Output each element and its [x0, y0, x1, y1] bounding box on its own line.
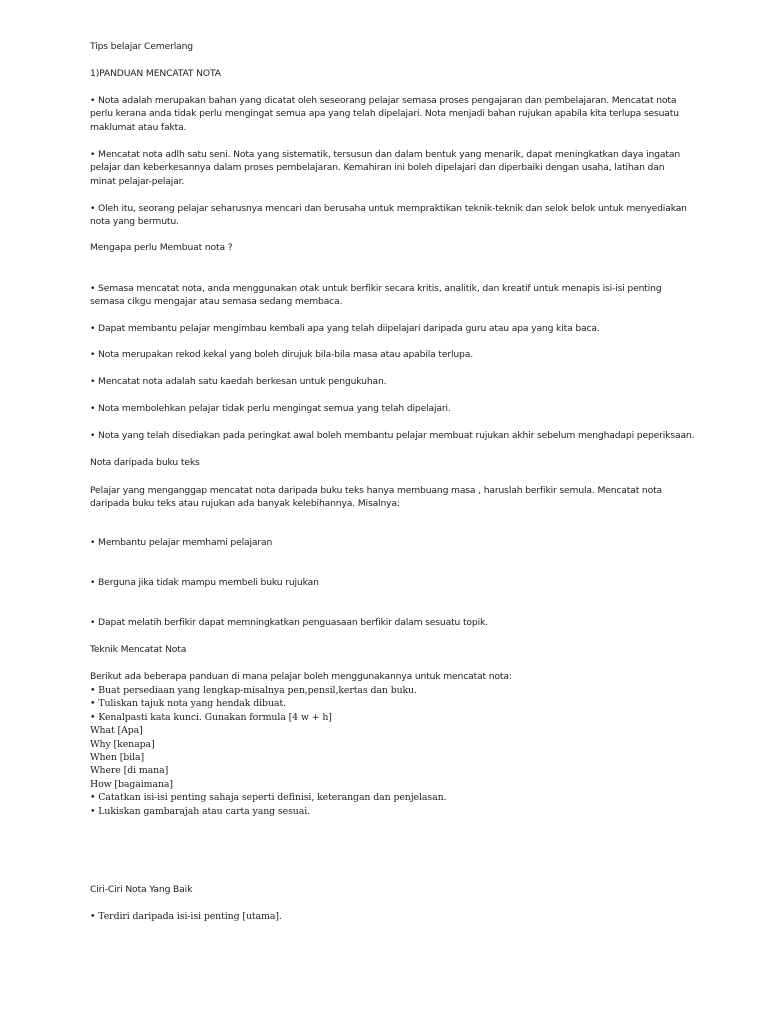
teknik-line: • Buat persediaan yang lengkap-misalnya pen,pensil,kertas dan buku. — [90, 685, 417, 696]
ciri-line: • Terdiri daripada isi-isi penting [utama]. — [90, 911, 282, 922]
section-heading-mengapa: Mengapa perlu Membuat nota ? — [90, 242, 233, 253]
teknik-line: Where [di mana] — [90, 765, 169, 776]
bullet-tidak-perlu-mengingat: • Nota membolehkan pelajar tidak perlu mengingat semua yang telah dipelajari. — [90, 403, 451, 414]
bullet-berguna: • Berguna jika tidak mampu membeli buku rujukan — [90, 577, 319, 588]
section-heading-ciri-ciri: Ciri-Ciri Nota Yang Baik — [90, 884, 193, 895]
bullet-rekod-kekal: • Nota merupakan rekod kekal yang boleh dirujuk bila-bila masa atau apabila terlupa. — [90, 349, 473, 360]
teknik-line: What [Apa] — [90, 725, 143, 736]
teknik-line: • Tuliskan tajuk nota yang hendak dibuat. — [90, 698, 286, 709]
paragraph-buku-teks-intro: Pelajar yang menganggap mencatat nota daripada buku teks hanya membuang masa , haruslah berfikir semula. Mencatat nota daripada buku teks atau rujukan ada banyak kelebihannya. Misalnya: — [90, 485, 663, 510]
teknik-line: • Kenalpasti kata kunci. Gunakan formula [4 w + h] — [90, 712, 332, 723]
teknik-line: • Catatkan isi-isi penting sahaja seperti definisi, keterangan dan penjelasan. — [90, 792, 447, 803]
paragraph-semasa-mencatat: • Semasa mencatat nota, anda menggunakan otak untuk berfikir secara kritis, analitik, dan kreatif untuk menapis isi-isi penting semasa cikgu mengajar atau semasa sedang membaca. — [90, 283, 662, 308]
bullet-melatih-berfikir: • Dapat melatih berfikir dapat memningkatkan penguasaan berfikir dalam sesuatu topik. — [90, 617, 488, 628]
bullet-peringkat-awal: • Nota yang telah disediakan pada peringkat awal boleh membantu pelajar membuat rujukan akhir sebelum menghadapi peperiksaan. — [90, 430, 695, 441]
paragraph-mencatat-seni: • Mencatat nota adlh satu seni. Nota yang sistematik, tersusun dan dalam bentuk yang menarik, dapat meningkatkan daya ingatan pelajar dan keberkesannya dalam proses pembelajaran. Kemahiran ini boleh dipelajari dan diperbaiki dengan usaha, latihan dan minat pelajar-pelajar. — [90, 149, 680, 187]
teknik-line: How [bagaimana] — [90, 779, 173, 790]
paragraph-nota-definition: • Nota adalah merupakan bahan yang dicatat oleh seseorang pelajar semasa proses pengajaran dan pembelajaran. Mencatat nota perlu kerana anda tidak perlu mengingat semua apa yang telah dipelajari. Nota menjadi bahan rujukan apabila kita terlupa sesuatu maklumat atau fakta. — [90, 95, 679, 133]
teknik-intro: Berikut ada beberapa panduan di mana pelajar boleh menggunakannya untuk mencatat nota: — [90, 671, 512, 682]
section-heading-teknik: Teknik Mencatat Nota — [90, 644, 187, 655]
teknik-line: When [bila] — [90, 752, 145, 763]
teknik-line: Why [kenapa] — [90, 739, 155, 750]
bullet-pengukuhan: • Mencatat nota adalah satu kaedah berkesan untuk pengukuhan. — [90, 376, 387, 387]
teknik-line: • Lukiskan gambarajah atau carta yang sesuai. — [90, 806, 311, 817]
paragraph-oleh-itu: • Oleh itu, seorang pelajar seharusnya mencari dan berusaha untuk mempraktikan teknik-teknik dan selok belok untuk menyediakan nota yang bermutu. — [90, 203, 687, 228]
document-title: Tips belajar Cemerlang — [90, 41, 193, 52]
section-heading-panduan: 1)PANDUAN MENCATAT NOTA — [90, 68, 221, 79]
bullet-mengimbau: • Dapat membantu pelajar mengimbau kembali apa yang telah diipelajari daripada guru atau apa yang kita baca. — [90, 323, 600, 334]
bullet-memahami: • Membantu pelajar memhami pelajaran — [90, 537, 273, 548]
section-heading-buku-teks: Nota daripada buku teks — [90, 457, 200, 468]
document-page — [90, 0, 695, 1024]
